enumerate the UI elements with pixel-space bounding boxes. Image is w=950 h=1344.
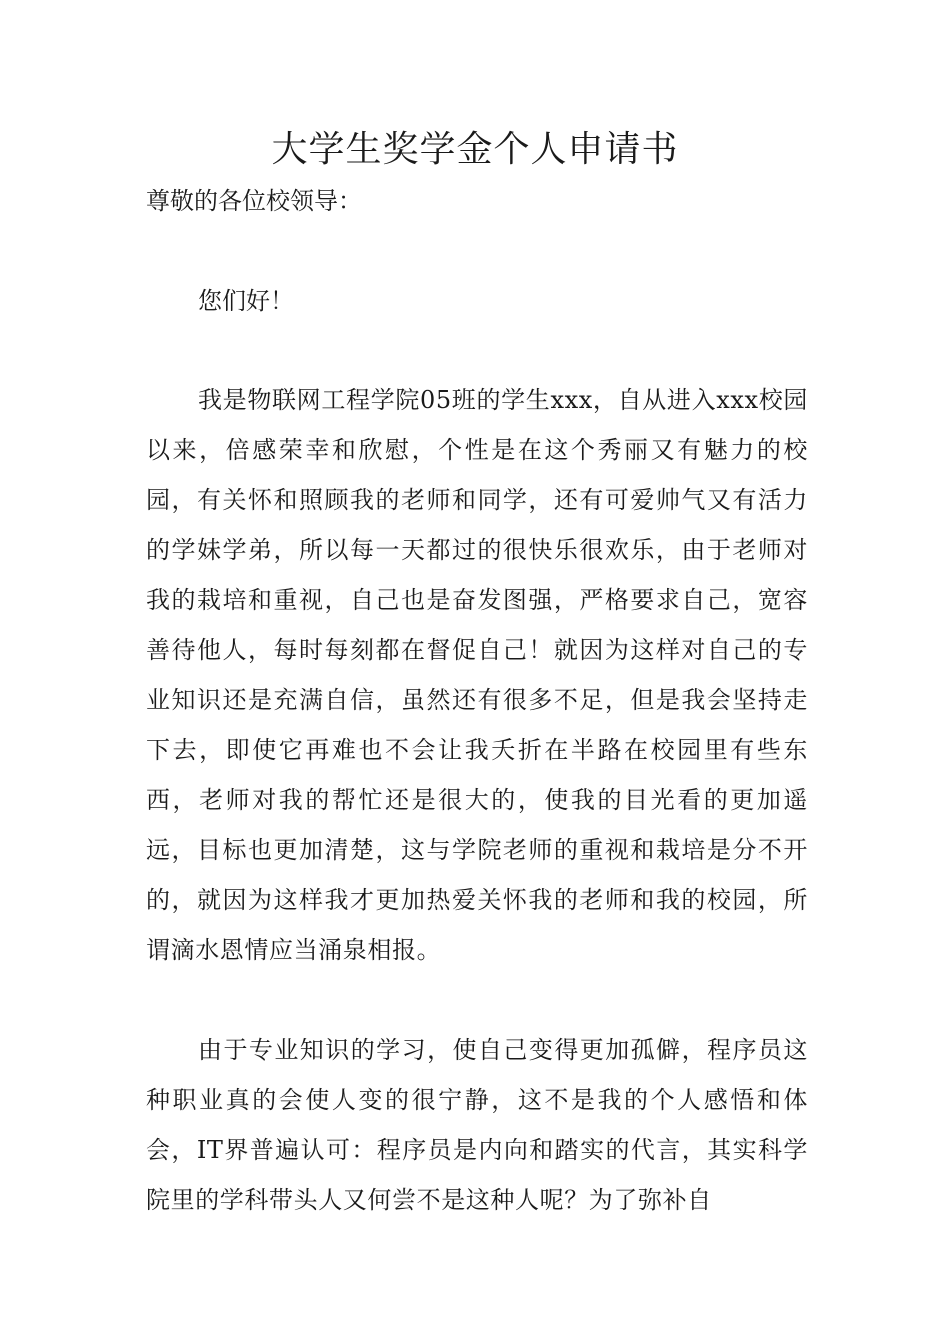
salutation: 尊敬的各位校领导： [146,187,362,215]
document-title: 大学生奖学金个人申请书 [271,129,679,170]
body-paragraph-1: 我是物联网工程学院05班的学生xxx，自从进入xxx校园以来，倍感荣幸和欣慰，个性是在这个秀丽又有魅力的校园，有关怀和照顾我的老师和同学，还有可爱帅气又有活力的学妹学弟，所以每一天都过的很快乐很欢乐，由于老师对我的栽培和重视，自己也是奋发图强，严格要求自己，宽容善待他人，每时每刻都在督促自己！就因为这样对自己的专业知识还是充满自信，虽然还有很多不足，但是我会坚持走下去，即使它再难也不会让我夭折在半路在校园里有些东西，老师对我的帮忙还是很大的，使我的目光看的更加遥远，目标也更加清楚，这与学院老师的重视和栽培是分不开的，就因为这样我才更加热爱关怀我的老师和我的校园，所谓滴水恩情应当涌泉相报。 [146,386,808,964]
body-paragraph-2: 由于专业知识的学习，使自己变得更加孤僻，程序员这种职业真的会使人变的很宁静，这不是我的个人感悟和体会，IT界普遍认可：程序员是内向和踏实的代言，其实科学院里的学科带头人又何尝不是这种人呢？为了弥补自 [146,1036,808,1214]
greeting: 您们好！ [198,287,294,315]
